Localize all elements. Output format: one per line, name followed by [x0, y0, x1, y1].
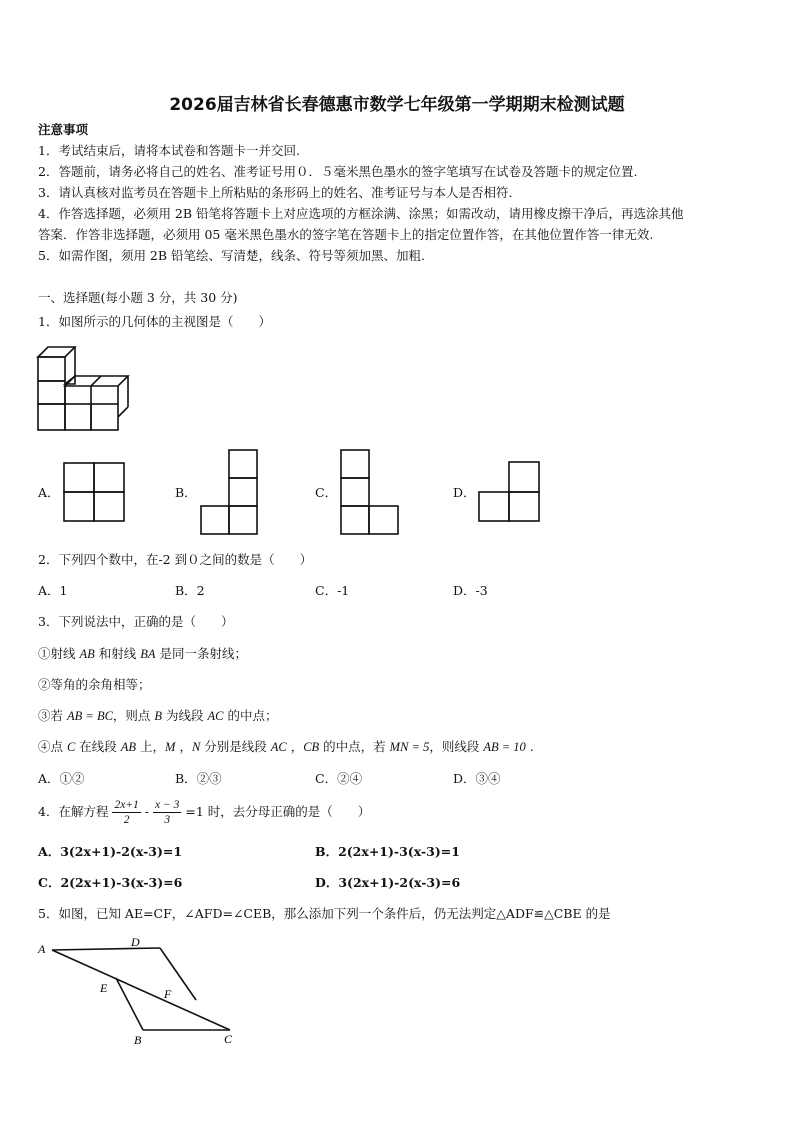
label-c: C [224, 1032, 233, 1046]
q4-option-c[interactable]: C．2(2x+1)-3(x-3)=6 [38, 875, 183, 890]
section-heading: 一、选择题(每小题 3 分，共 30 分) [38, 290, 238, 305]
q3-option-a[interactable]: A．①② [38, 771, 85, 786]
question-2-stem: 2．下列四个数中，在-2 到０之间的数是（ ） [38, 552, 313, 567]
fraction-1: $\frac{2x+1}{2}$ [114, 799, 139, 826]
notice-item-2: 2．答题前，请务必将自己的姓名、准考证号用０．５毫米黑色墨水的签字笔填写在试卷及答题卡的规定位置. [38, 164, 638, 179]
q1-option-c-figure[interactable] [340, 449, 400, 535]
q1-option-a-label[interactable]: A． [38, 485, 60, 500]
q5-geometry-figure [30, 930, 250, 1050]
label-b: B [134, 1033, 142, 1047]
q1-option-d-label[interactable]: D． [453, 485, 476, 500]
notice-item-4: 4．作答选择题，必须用 2B 铅笔将答题卡上对应选项的方框涂满、涂黑；如需改动，请用橡皮擦干净后，再选涂其他 [38, 206, 684, 221]
q1-option-a-figure[interactable] [63, 462, 125, 522]
q2-option-a[interactable]: A．1 [38, 583, 68, 598]
question-4-stem: 4．在解方程 $\frac{2x+1}{2}$ - $\frac{x - 3}{3}$ =1 时，去分母正确的是（ ） [38, 799, 371, 826]
page-title: 2026届吉林省长春德惠市数学七年级第一学期期末检测试题 [169, 95, 625, 115]
question-5-stem: 5．如图，已知 AE=CF，∠AFD=∠CEB，那么添加下列一个条件后，仍无法判定△ADF≌△CBE 的是 [38, 906, 611, 921]
q3-statement-3: ③若 AB = BC，则点 B 为线段 AC 的中点； [38, 708, 278, 723]
q1-option-d-figure[interactable] [478, 461, 540, 523]
q2-option-c[interactable]: C．-1 [315, 583, 350, 598]
fraction-2: $\frac{x - 3}{3}$ [155, 799, 180, 826]
q2-option-b[interactable]: B．2 [175, 583, 205, 598]
notice-item-1: 1．考试结束后，请将本试卷和答题卡一并交回. [38, 143, 300, 158]
notice-item-3: 3．请认真核对监考员在答题卡上所粘贴的条形码上的姓名、准考证号与本人是否相符. [38, 185, 513, 200]
q4-option-b[interactable]: B．2(2x+1)-3(x-3)=1 [315, 844, 460, 859]
q1-solid-figure [38, 347, 133, 432]
q3-statement-4: ④点 C 在线段 AB 上，M ，N 分别是线段 AC ，CB 的中点，若 MN = 5，则线段 AB = 10 . [38, 739, 534, 754]
q2-option-d[interactable]: D．-3 [453, 583, 488, 598]
question-1-stem: 1．如图所示的几何体的主视图是（ ） [38, 314, 271, 329]
label-d: D [131, 935, 140, 949]
notice-heading: 注意事项 [38, 122, 89, 137]
notice-item-5: 5．如需作图，须用 2B 铅笔绘、写清楚，线条、符号等须加黑、加粗. [38, 248, 426, 263]
q1-option-c-label[interactable]: C． [315, 485, 338, 500]
q3-option-d[interactable]: D．③④ [453, 771, 501, 786]
notice-item-4-cont: 答案．作答非选择题，必须用 05 毫米黑色墨水的签字笔在答题卡上的指定位置作答，在其他位置作答一律无效. [38, 227, 654, 242]
q1-option-b-label[interactable]: B． [175, 485, 197, 500]
q4-option-a[interactable]: A．3(2x+1)-2(x-3)=1 [38, 844, 183, 859]
q4-option-d[interactable]: D．3(2x+1)-2(x-3)=6 [315, 875, 461, 890]
label-e: E [100, 981, 108, 995]
q3-statement-2: ②等角的余角相等； [38, 677, 151, 692]
q3-option-b[interactable]: B．②③ [175, 771, 222, 786]
q3-statement-1: ①射线 AB 和射线 BA 是同一条射线； [38, 646, 247, 661]
q3-option-c[interactable]: C．②④ [315, 771, 363, 786]
question-3-stem: 3．下列说法中，正确的是（ ） [38, 614, 234, 629]
label-a: A [38, 942, 46, 956]
q1-option-b-figure[interactable] [201, 449, 259, 535]
label-f: F [164, 987, 172, 1001]
